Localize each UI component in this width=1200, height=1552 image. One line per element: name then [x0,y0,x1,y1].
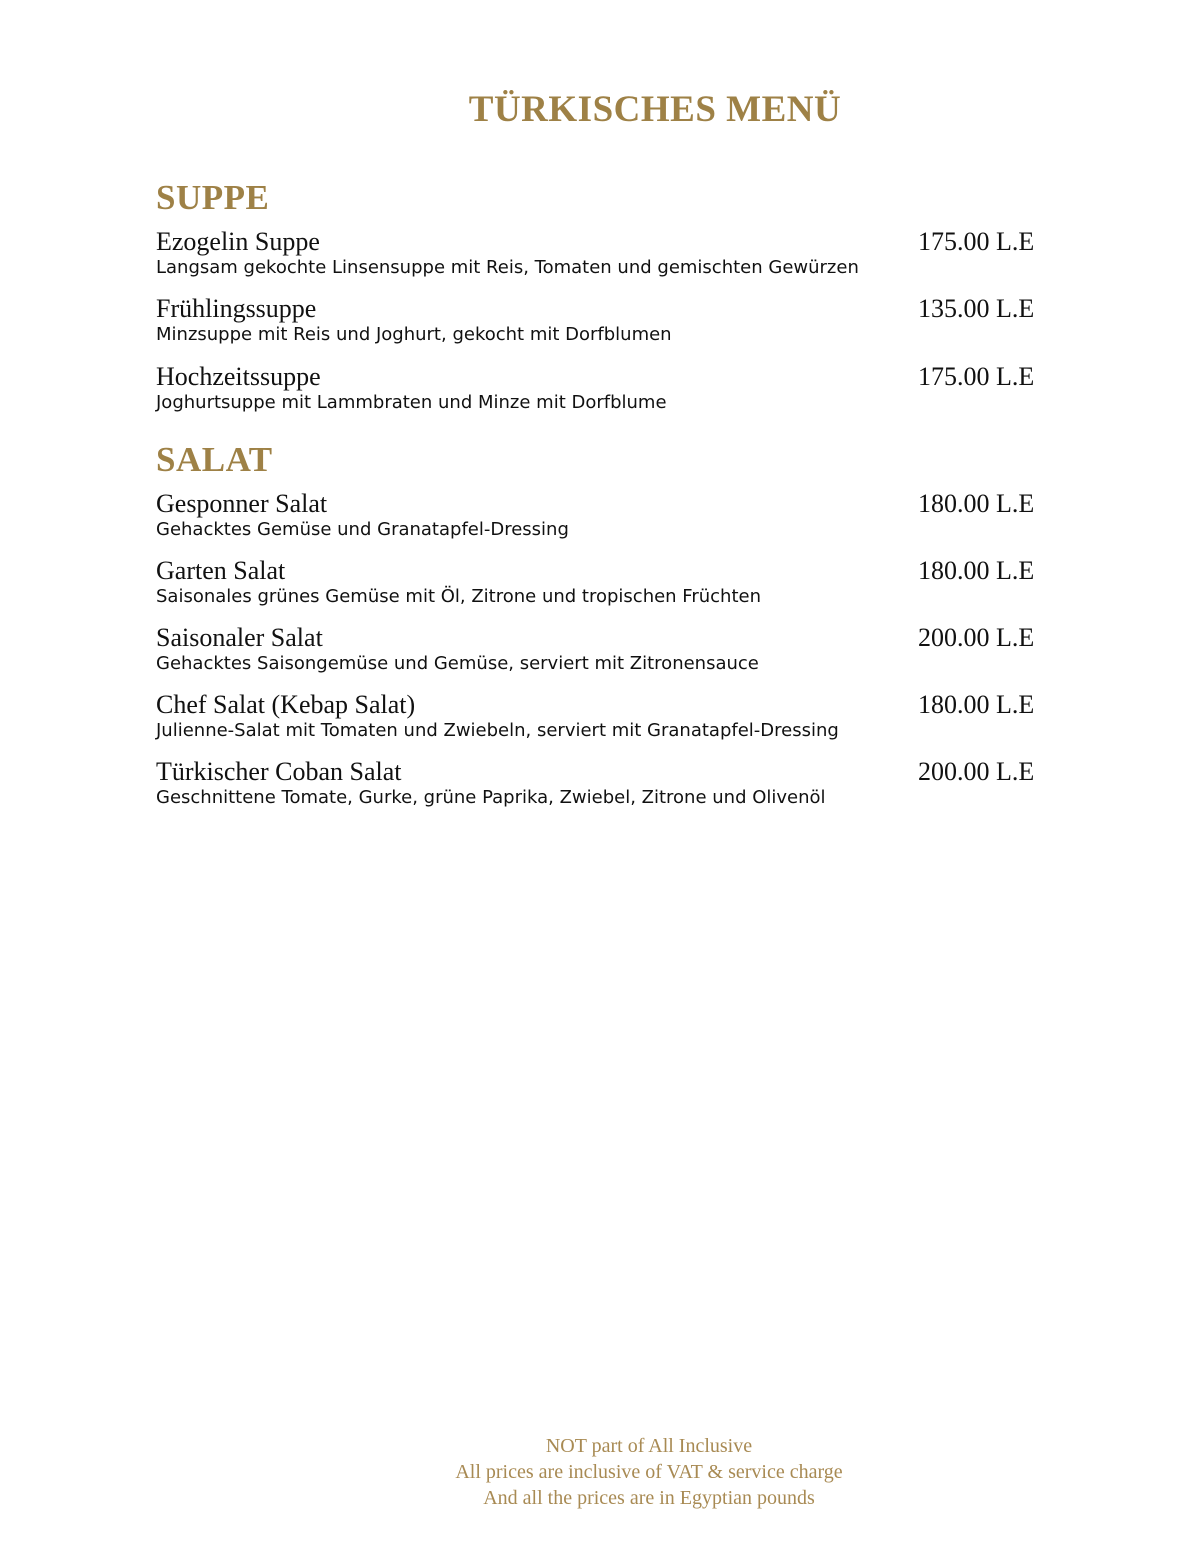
item-name: Hochzeitssuppe [156,362,321,391]
item-price: 180.00 L.E [918,489,1035,518]
item-description: Saisonales grünes Gemüse mit Öl, Zitrone und tropischen Früchten [156,586,762,607]
item-price: 180.00 L.E [918,556,1035,585]
item-name: Saisonaler Salat [156,623,323,652]
item-price: 200.00 L.E [918,623,1035,652]
item-price: 180.00 L.E [918,690,1035,719]
item-description: Langsam gekochte Linsensuppe mit Reis, Tomaten und gemischten Gewürzen [156,257,859,278]
menu-item [156,623,1056,683]
item-name: Garten Salat [156,556,286,585]
item-name: Ezogelin Suppe [156,227,320,256]
footer-line-currency: And all the prices are in Egyptian pounds [483,1487,815,1509]
item-description: Julienne-Salat mit Tomaten und Zwiebeln, serviert mit Granatapfel-Dressing [156,720,839,741]
menu-item [156,362,1056,422]
item-price: 175.00 L.E [918,227,1035,256]
item-description: Minzsuppe mit Reis und Joghurt, gekocht mit Dorfblumen [156,324,672,345]
section-heading-salat: SALAT [156,440,273,479]
menu-item [156,294,1056,354]
menu-item [156,489,1056,549]
menu-item [156,690,1056,750]
menu-item [156,556,1056,616]
footer-line-vat: All prices are inclusive of VAT & service charge [455,1461,843,1483]
item-description: Gehacktes Saisongemüse und Gemüse, serviert mit Zitronensauce [156,653,759,674]
section-heading-suppe: SUPPE [156,178,270,217]
footer-line-all-inclusive: NOT part of All Inclusive [545,1435,753,1457]
item-description: Gehacktes Gemüse und Granatapfel-Dressing [156,519,569,540]
item-name: Gesponner Salat [156,489,328,518]
menu-item [156,757,1056,817]
item-description: Joghurtsuppe mit Lammbraten und Minze mit Dorfblume [156,392,667,413]
item-name: Türkischer Coban Salat [156,757,402,786]
page-title: TÜRKISCHES MENÜ [468,89,842,130]
footer-note [0,1433,1200,1511]
item-price: 200.00 L.E [918,757,1035,786]
item-price: 175.00 L.E [918,362,1035,391]
item-price: 135.00 L.E [918,294,1035,323]
item-description: Geschnittene Tomate, Gurke, grüne Paprika, Zwiebel, Zitrone und Olivenöl [156,787,826,808]
item-name: Chef Salat (Kebap Salat) [156,690,416,719]
item-name: Frühlingssuppe [156,294,317,323]
menu-item [156,227,1056,287]
